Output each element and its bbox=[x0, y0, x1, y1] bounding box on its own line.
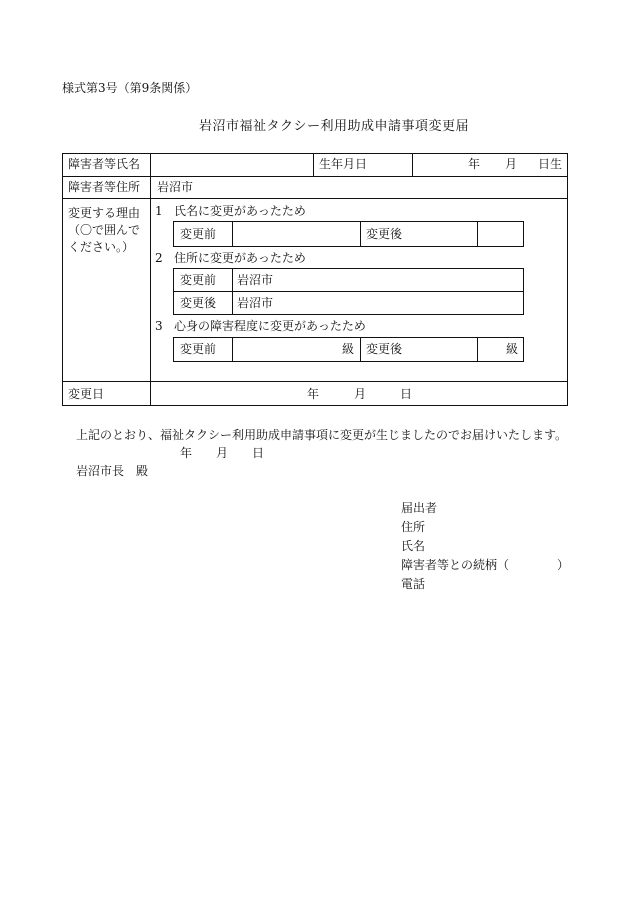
reason-2-before-value[interactable]: 岩沼市 bbox=[237, 273, 274, 287]
statement-text: 上記のとおり、福祉タクシー利用助成申請事項に変更が生じましたのでお届けいたします。 bbox=[76, 428, 568, 442]
reason-3-before-label: 変更前 bbox=[180, 342, 217, 356]
page-title: 岩沼市福祉タクシー利用助成申請事項変更届 bbox=[199, 119, 470, 134]
reason-2-after-value[interactable]: 岩沼市 bbox=[237, 296, 274, 310]
submit-month-unit: 月 bbox=[216, 446, 229, 460]
reason-1-after-label: 変更後 bbox=[366, 227, 403, 241]
reason-2-text: 住所に変更があったため bbox=[174, 251, 306, 265]
address-label: 障害者等住所 bbox=[68, 180, 141, 194]
birth-day-unit: 日生 bbox=[538, 157, 563, 171]
birth-month-unit: 月 bbox=[505, 157, 518, 171]
reason-3-grade-after-unit: 級 bbox=[506, 342, 519, 356]
form-number: 様式第3号（第9条関係） bbox=[62, 81, 198, 95]
notifier-phone-label: 電話 bbox=[401, 577, 426, 591]
notifier-name-label: 氏名 bbox=[401, 539, 426, 553]
notifier-relation-close: ） bbox=[557, 558, 570, 572]
reason-1-change-box bbox=[173, 221, 524, 247]
addressee: 岩沼市長 殿 bbox=[76, 464, 149, 478]
reason-3-after-label: 変更後 bbox=[366, 342, 403, 356]
notifier-relation-label: 障害者等との続柄（ bbox=[401, 558, 510, 572]
reason-2-after-label: 変更後 bbox=[180, 296, 217, 310]
reason-2-change-box bbox=[173, 268, 524, 315]
reason-3-grade-before-unit: 級 bbox=[342, 342, 355, 356]
notifier-label: 届出者 bbox=[401, 501, 438, 515]
name-label: 障害者等氏名 bbox=[68, 157, 141, 171]
change-date-label: 変更日 bbox=[68, 387, 105, 401]
birth-date-label: 生年月日 bbox=[319, 157, 368, 171]
reason-2-before-label: 変更前 bbox=[180, 273, 217, 287]
submit-year-unit: 年 bbox=[180, 446, 193, 460]
reason-2-number[interactable]: 2 bbox=[155, 251, 163, 265]
reason-1-number[interactable]: 1 bbox=[155, 204, 163, 218]
change-year-unit: 年 bbox=[307, 387, 320, 401]
address-value[interactable]: 岩沼市 bbox=[157, 180, 194, 194]
reason-3-text: 心身の障害程度に変更があったため bbox=[174, 319, 366, 333]
submit-day-unit: 日 bbox=[252, 446, 265, 460]
reason-label: 変更する理由（〇で囲んでください。） bbox=[68, 206, 141, 254]
reason-3-number[interactable]: 3 bbox=[155, 319, 163, 333]
reason-1-text: 氏名に変更があったため bbox=[174, 204, 306, 218]
reason-1-before-label: 変更前 bbox=[180, 227, 217, 241]
change-day-unit: 日 bbox=[400, 387, 413, 401]
notifier-address-label: 住所 bbox=[401, 520, 426, 534]
change-month-unit: 月 bbox=[354, 387, 367, 401]
birth-year-unit: 年 bbox=[468, 157, 481, 171]
